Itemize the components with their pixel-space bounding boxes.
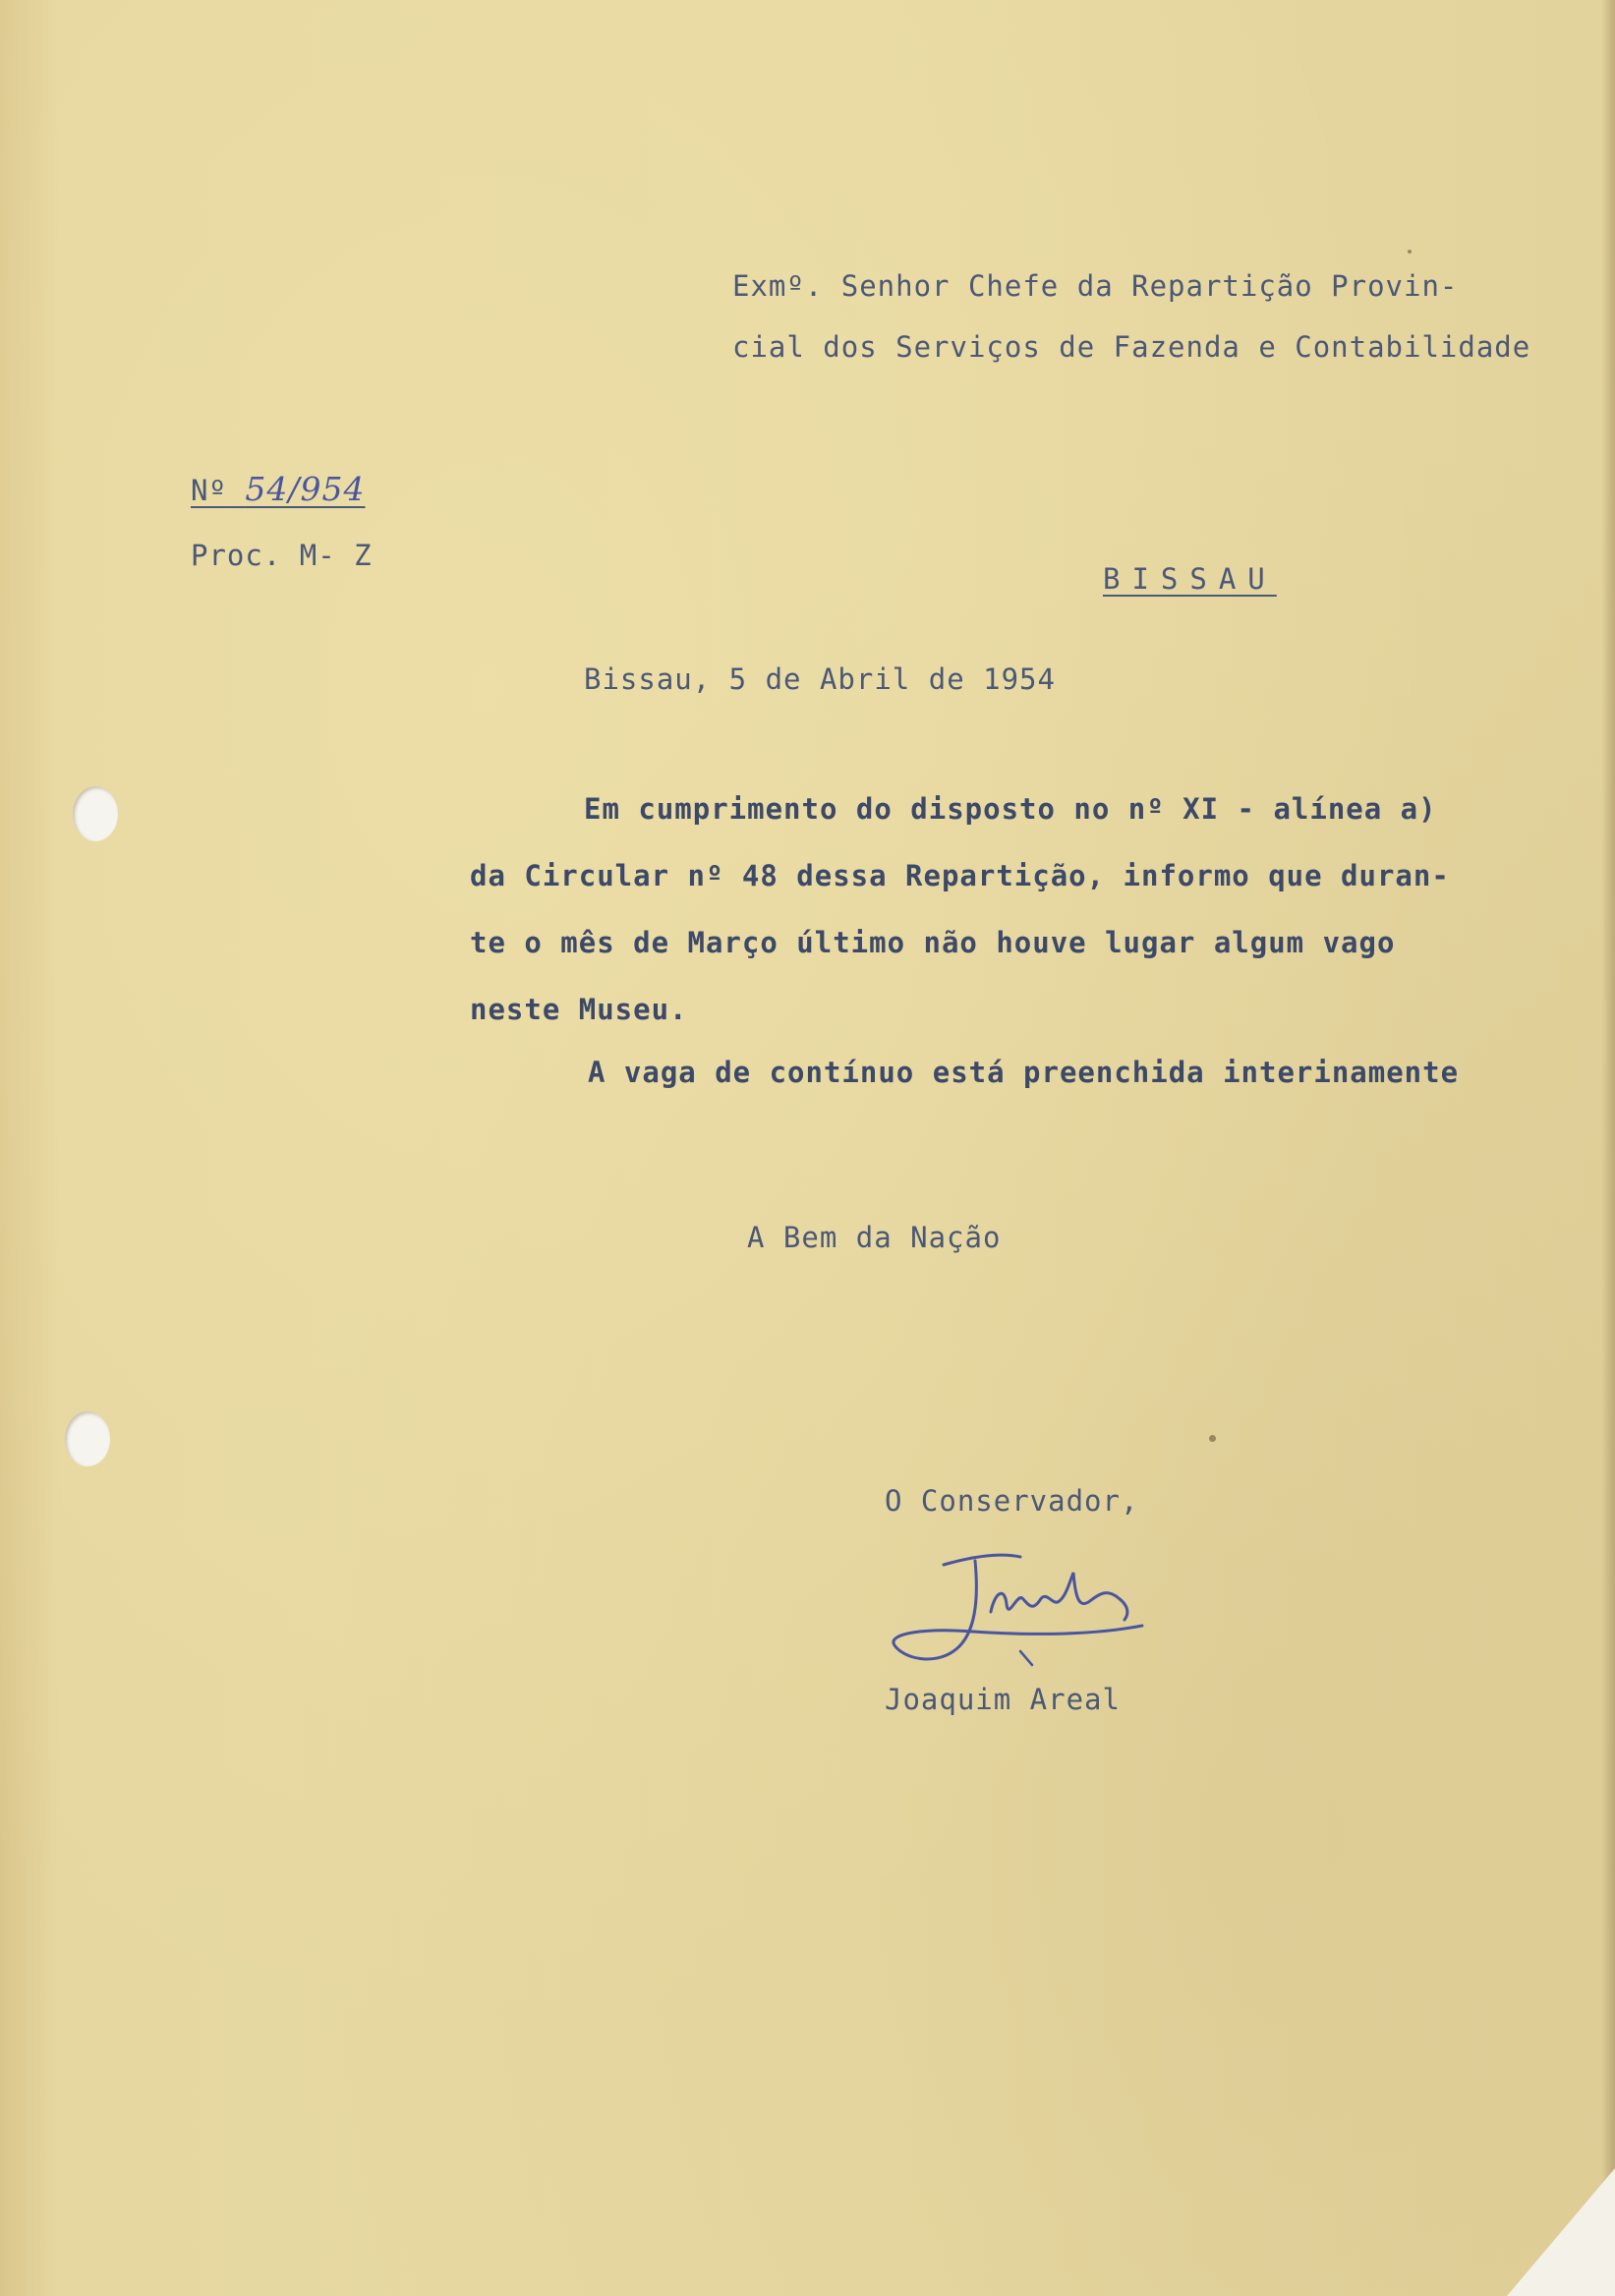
paper-edge-shadow [1601,0,1615,2296]
paper-speck [1408,250,1412,254]
addressee-line-1: Exmº. Senhor Chefe da Repartição Provin- [732,269,1459,303]
closing-salutation: A Bem da Nação [747,1221,1002,1254]
punch-hole-top [73,786,118,841]
destination-city: BISSAU [1103,562,1277,596]
reference-number [191,470,366,508]
body-line-4: neste Museu. [470,993,688,1026]
paper-speck [1209,1435,1216,1442]
body-line-2: da Circular nº 48 dessa Repartição, informo que duran- [470,859,1450,892]
reference-number-prefix: Nº [191,474,227,507]
punch-hole-bottom [65,1411,110,1466]
body-line-5: A vaga de contínuo está preenchida interinamente [588,1056,1460,1089]
body-line-3: te o mês de Março último não houve lugar algum vago [470,926,1396,959]
addressee-line-2: cial dos Serviços de Fazenda e Contabilidade [732,330,1531,364]
signatory-name: Joaquim Areal [885,1683,1121,1716]
signatory-title: O Conservador, [885,1484,1139,1518]
handwritten-signature [885,1543,1160,1671]
reference-number-value: 54/954 [245,470,366,508]
body-line-1: Em cumprimento do disposto no nº XI - alínea a) [584,792,1437,826]
process-reference: Proc. M- Z [191,539,373,572]
torn-corner [1507,2168,1615,2296]
date-line: Bissau, 5 de Abril de 1954 [584,662,1056,696]
